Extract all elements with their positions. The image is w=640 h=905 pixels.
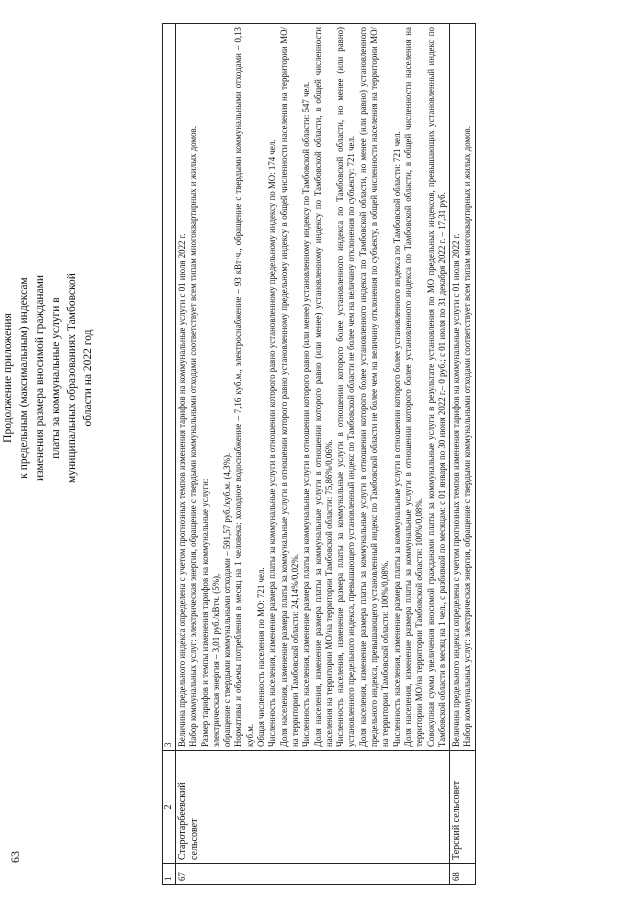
row-number: 67 (176, 864, 450, 885)
description-line: Доля населения, изменение размера платы за коммунальные услуги в отношении которого более установленного индекса по Тамбовской области, но менее (или равно) установленного предельного индекса, превышающего установленный индекс по Тамбовской области не более чем на величину отклонения по субъекту, в общей численности населения на территории МО/на территории Тамбовской области: 100%/0,08%. (357, 27, 391, 747)
table-row (450, 24, 476, 885)
description-line: Численность населения, изменение размера платы за коммунальные услуги в отношении которого равно установленному предельному индексу по МО: 174 чел. (267, 139, 278, 747)
description-line: Численность населения, изменение размера платы за коммунальные услуги в отношении которого равно (или менее) установленному индексу по Тамбовской области: 547 чел. (301, 81, 312, 747)
heading-line: изменения размера вносимой гражданами (34, 274, 46, 482)
table-row (176, 24, 450, 885)
table-header-row (163, 24, 176, 885)
row-description (450, 24, 476, 751)
row-number: 68 (450, 864, 476, 885)
description-line: Доля населения, изменение размера платы за коммунальные услуги в отношении которого равно установленному предельному индексу в общей численности населения на территории МО/на территории Тамбовской области: 24,14%/0,02%. (278, 27, 300, 747)
column-header: 2 (163, 751, 176, 864)
description-line: Общая численность населения по МО: 721 чел. (256, 567, 267, 747)
heading-line: муниципальных образованиях Тамбовской (66, 273, 78, 483)
description-line: Величина предельного индекса определена с учетом прогнозных темпов изменения тарифов на коммунальные услуги с 01 июля 2022 г. (177, 233, 187, 747)
page-number: 63 (8, 851, 22, 863)
indices-table (162, 23, 476, 885)
heading-line: к предельным (максимальным) индексам (18, 277, 30, 479)
description-line: Набор коммунальных услуг: электрическая энергия, обращение с твердыми коммунальными отходами соответствует всем типам многоквартирных и жилых домов. (462, 126, 473, 747)
description-line: Нормативы и объемы потребления в месяц на 1 человека: холодное водоснабжение – 7,16 куб.м., электроснабжение – 93 кВт·ч., обращение с твердыми коммунальными отходами – 0,13 куб.м. (233, 27, 255, 747)
description-line: Совокупная сумма увеличения вносимой гражданами платы за коммунальные услуги в результате установления по МО предельных индексов, превышающих установленный индекс по Тамбовской области в месяц на 1 чел., с разбивкой по месяцам: с 01 января по 30 июня 2022 г.– 0 руб.; с 01 июля по 31 декабря 2022 г. – 17,31 руб. (425, 27, 447, 747)
description-line: Величина предельного индекса определена с учетом прогнозных темпов изменения тарифов на коммунальные услуги с 01 июля 2022 г. (451, 233, 462, 747)
heading-line: Продолжение приложения (2, 313, 14, 443)
description-line: Численность населения, изменение размера платы за коммунальные услуги в отношении которого более установленного индекса по Тамбовской области: 721 чел. (391, 131, 402, 747)
column-header: 3 (163, 24, 176, 751)
description-line: Набор коммунальных услуг: электрическая энергия, обращение с твердыми коммунальными отходами соответствует всем типам многоквартирных и жилых домов. (188, 126, 199, 747)
description-line: Доля населения, изменение размера платы за коммунальные услуги в отношении которого более установленного индекса по Тамбовской области, в общей численности населения на территории МО/на территории Тамбовской области: 100%/0,08%. (402, 27, 425, 747)
description-line: электрическая энергия – 3,01 руб./кВтч. (5%), (210, 573, 221, 747)
heading-line: области на 2022 год (82, 329, 94, 427)
description-line: обращение с твердыми коммунальными отходами – 591,57 руб./куб.м. (4,3%). (222, 452, 233, 747)
municipality-name: Терский сельсовет (450, 751, 476, 864)
appendix-heading (0, 23, 96, 883)
description-line: Размер тарифов и темпы изменения тарифов на коммунальные услуги: (199, 478, 210, 747)
row-description (176, 24, 450, 751)
description-line: Доля населения, изменение размера платы за коммунальные услуги в отношении которого равно (или менее) установленному индексу по Тамбовской области, в общей численности населения на территории МО/на территории Тамбовской области: 75,86%/0,06%. (312, 27, 334, 747)
heading-line: платы за коммунальные услуги в (50, 297, 62, 459)
municipality-name: Старотарбеевский сельсовет (176, 751, 450, 864)
description-line: Численность населения, изменение размера платы за коммунальные услуги в отношении которого более установленного индекса по Тамбовской области, но менее (или равно) установленного предельного индекса, превышающего установленный индекс по Тамбовской области не более чем на величину отклонения по субъекту: 721 чел. (335, 27, 357, 747)
column-header: 1 (163, 864, 176, 885)
